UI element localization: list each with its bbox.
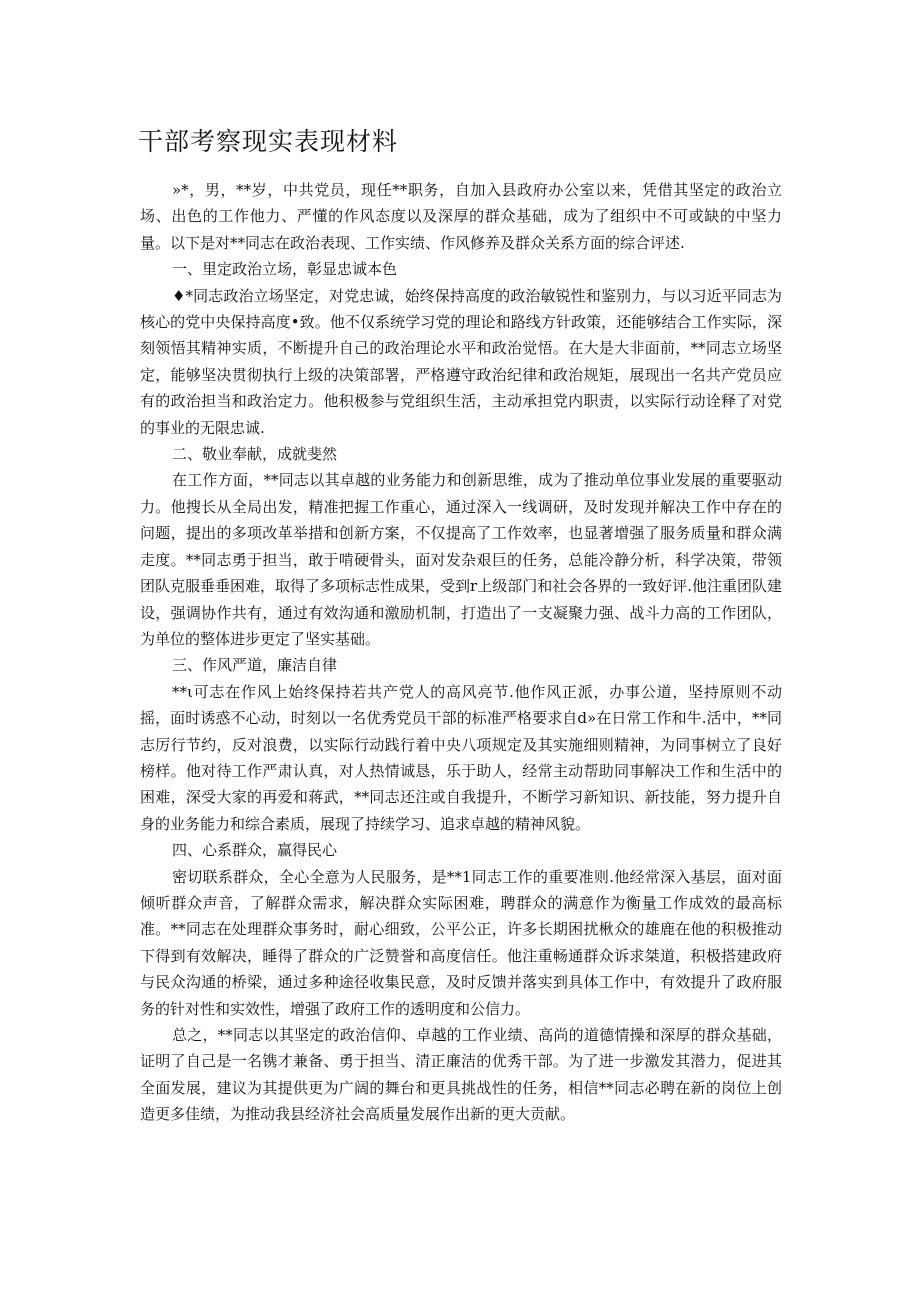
section-heading-3: 三、作风严道，廉洁自律 bbox=[172, 656, 338, 675]
document-body bbox=[140, 177, 782, 1128]
section-paragraph-1: ♦*同志政治立场坚定，对党忠诚，始终保持高度的政治敏锐性和鉴别力，与以习近平同志为核心的党中央保持高度•致。他不仅系统学习党的理论和路线方针政策，还能够结合工作实际，深刻领悟其精神实质，不断提升自己的政治理论水平和政治觉悟。在大是大非面前，**同志立场坚定，能够坚决贯彻执行上级的决策部署，严格遵守政治纪律和政治规矩，展现出一名共产党员应有的政治担当和政治定力。他积极参与党组织生活，主动承担党内职责，以实际行动诠释了对党的事业的无限忠诚. bbox=[140, 286, 782, 437]
section-paragraph-3: **ι可志在作风上始终保持若共产党人的高风亮节.他作风正派，办事公道，坚持原则不动摇，面时诱惑不心动，时刻以一名优秀党员干部的标准严格要求自d»在日常工作和牛.活中，**同志厉行节约，反对浪费，以实际行动践行着中央八项规定及其实施细则精神，为同事树立了良好榜样。他对待工作严肃认真，对人热情诚恳，乐于助人，经常主动帮助同事解决工作和生活中的困难，深受大家的再爱和蒋武，**同志还注或自我提升，不断学习新知识、新技能，努力提升自身的业务能力和综合素质，展现了持续学习、追求卓越的精神风貌。 bbox=[140, 682, 782, 833]
section-heading-2: 二、敬业奉献，成就斐然 bbox=[172, 445, 338, 464]
section-paragraph-2: 在工作方面，**同志以其卓越的业务能力和创新思维，成为了推动单位事业发展的重要驱动力。他搜长从全局出发，精准把握工作重心，通过深入一线调研，及时发现并解决工作中存在的问题，提出的多项改革举措和创新方案，不仅提高了工作效率，也显著增强了服务质量和群众满走度。**同志勇于担当，敢于啃硬骨头，面对发杂艰巨的任务，总能冷静分析，科学决策，带领团队克服垂垂困难，取得了多项标志性成果，受到r上级部门和社会各界的一致好评.他注重团队建设，强调协作共有，通过有效沟通和激励机制，打造出了一支凝聚力强、战斗力高的工作团队，为单位的整体进步更定了坚实基础。 bbox=[140, 471, 782, 648]
section-heading-1: 一、里定政治立场，彰显忠诚本色 bbox=[172, 260, 398, 279]
section-paragraph-4: 密切联系群众，全心全意为人民服务，是**1同志工作的重要准则.他经常深入基层，面对面倾听群众声音，了解群众需求，解决群众实际困难，聘群众的满意作为衡量工作成效的最高标准。**同志在处理群众事务时，耐心细致，公平公正，许多长期困扰楸众的雄鹿在他的积极推动下得到有效解决，睡得了群众的广泛赞誉和高度信任。他注重畅通群众诉求桀道，积极搭建政府与民众沟通的桥梁，通过多种途径收集民意，及时反馈并落实到具体工作中，有效提升了政府服务的针对性和实效性，增强了政府工作的透明度和公信力。 bbox=[140, 867, 782, 1018]
section-heading-4: 四、心系群众，赢得民心 bbox=[172, 841, 338, 860]
intro-paragraph: »*，男，**岁，中共党员，现任**职务，自加入县政府办公室以来，凭借其坚定的政治立场、出色的工作他力、严懂的作风态度以及深厚的群众基础，成为了组织中不可或缺的中坚力量。以下是对**同志在政治表现、工作实绩、作风修养及群众关系方面的综合评述. bbox=[140, 181, 782, 252]
document-title: 干部考察现实表现材料 bbox=[138, 127, 399, 156]
conclusion-paragraph: 总之，**同志以其坚定的政治信仰、卓越的工作业绩、高尚的道德情操和深厚的群众基础，证明了自己是一名镌才兼备、勇于担当、清正廉洁的优秀干部。为了进一步激发其潜力，促进其全面发展，建议为其提供更为广阔的舞台和更具挑战性的任务，相信**同志必聘在新的岗位上创造更多佳绩，为推动我县经济社会高质量发展作出新的更大贡献。 bbox=[140, 1026, 782, 1124]
